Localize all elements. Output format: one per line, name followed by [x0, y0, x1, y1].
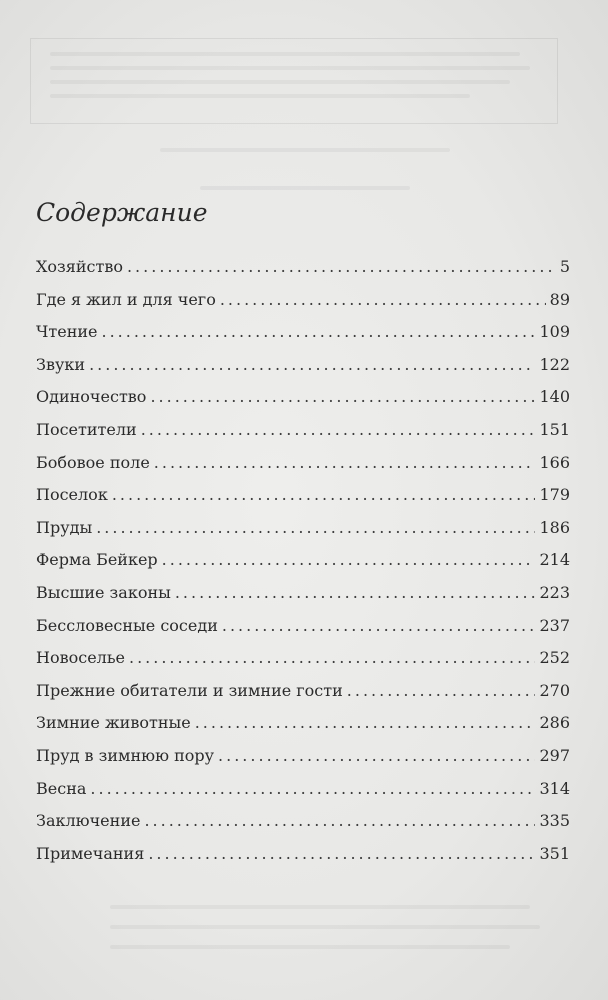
- toc-entry[interactable]: [36, 256, 570, 289]
- toc-dot-leader: [96, 517, 535, 539]
- toc-entry-label: Хозяйство: [36, 257, 123, 276]
- toc-entry-label: Прежние обитатели и зимние гости: [36, 680, 343, 700]
- toc-entry[interactable]: [36, 354, 570, 387]
- toc-entry-label: Чтение: [36, 322, 98, 342]
- toc-entry[interactable]: [36, 615, 570, 648]
- toc-entry-page-number: 109: [539, 322, 570, 342]
- toc-entry[interactable]: [36, 452, 570, 485]
- toc-entry[interactable]: [36, 484, 570, 517]
- toc-entry[interactable]: [36, 843, 570, 876]
- toc-entry-label: Звуки: [36, 354, 86, 374]
- toc-entry[interactable]: [36, 647, 570, 680]
- toc-dot-leader: [218, 745, 535, 767]
- toc-entry-page-number: 237: [539, 615, 570, 635]
- toc-dot-leader: [162, 549, 536, 571]
- toc-entry-label: Весна: [36, 778, 87, 798]
- toc-entry-page-number: 89: [549, 289, 570, 309]
- toc-entry-label: Посетители: [36, 419, 137, 439]
- toc-entry-label: Ферма Бейкер: [36, 550, 158, 570]
- toc-dot-leader: [154, 452, 536, 474]
- toc-entry-label: Где я жил и для чего: [36, 289, 216, 309]
- toc-entry-page-number: 223: [539, 582, 570, 602]
- toc-entry-page-number: 270: [539, 680, 570, 700]
- toc-entry[interactable]: [36, 549, 570, 582]
- toc-dot-leader: [195, 712, 536, 734]
- toc-entry-page-number: 179: [539, 485, 570, 505]
- show-through-line: [160, 148, 450, 152]
- show-through-line: [110, 925, 540, 929]
- toc-dot-leader: [144, 810, 535, 832]
- show-through-line: [50, 94, 470, 98]
- toc-dot-leader: [175, 582, 536, 604]
- toc-entry-page-number: 5: [559, 257, 570, 276]
- toc-entry[interactable]: [36, 517, 570, 550]
- toc-entry-page-number: 351: [539, 843, 570, 863]
- toc-dot-leader: [90, 778, 535, 800]
- toc-entry-page-number: 140: [539, 387, 570, 407]
- toc-entry-label: Бобовое поле: [36, 452, 150, 472]
- toc-entry-page-number: 314: [539, 778, 570, 798]
- toc-entry[interactable]: [36, 386, 570, 419]
- toc-entry[interactable]: [36, 778, 570, 811]
- toc-dot-leader: [141, 419, 536, 441]
- table-of-contents: [36, 256, 570, 875]
- toc-entry-page-number: 252: [539, 648, 570, 668]
- toc-entry-page-number: 166: [539, 452, 570, 472]
- toc-entry[interactable]: [36, 419, 570, 452]
- toc-entry-label: Поселок: [36, 485, 108, 505]
- show-through-line: [50, 52, 520, 56]
- show-through-line: [110, 945, 510, 949]
- toc-entry-label: Новоселье: [36, 648, 125, 668]
- toc-dot-leader: [112, 484, 536, 506]
- toc-entry[interactable]: [36, 810, 570, 843]
- toc-dot-leader: [89, 354, 535, 376]
- toc-entry-label: Заключение: [36, 811, 141, 831]
- toc-entry-label: Бессловесные соседи: [36, 615, 218, 635]
- toc-dot-leader: [129, 647, 535, 669]
- toc-entry-label: Пруды: [36, 517, 93, 537]
- show-through-line: [200, 186, 410, 190]
- toc-dot-leader: [101, 321, 535, 343]
- show-through-line: [50, 66, 530, 70]
- toc-entry-label: Высшие законы: [36, 582, 171, 602]
- toc-entry-label: Зимние животные: [36, 713, 191, 733]
- toc-entry-page-number: 286: [539, 713, 570, 733]
- show-through-line: [110, 905, 530, 909]
- toc-entry[interactable]: [36, 321, 570, 354]
- toc-dot-leader: [222, 615, 536, 637]
- toc-dot-leader: [127, 256, 556, 278]
- toc-entry-label: Пруд в зимнюю пору: [36, 745, 215, 765]
- show-through-line: [50, 80, 510, 84]
- toc-entry-page-number: 186: [539, 517, 570, 537]
- toc-dot-leader: [220, 289, 546, 311]
- toc-entry[interactable]: [36, 582, 570, 615]
- page-title: Содержание: [36, 198, 208, 227]
- toc-entry[interactable]: [36, 745, 570, 778]
- toc-entry-page-number: 122: [539, 354, 570, 374]
- toc-dot-leader: [347, 680, 536, 702]
- toc-entry-page-number: 214: [539, 550, 570, 570]
- toc-dot-leader: [150, 386, 535, 408]
- toc-dot-leader: [148, 843, 535, 865]
- toc-entry-label: Примечания: [36, 843, 145, 863]
- toc-entry-page-number: 335: [539, 811, 570, 831]
- toc-entry-page-number: 297: [539, 745, 570, 765]
- toc-entry[interactable]: [36, 712, 570, 745]
- toc-entry[interactable]: [36, 289, 570, 322]
- toc-entry-page-number: 151: [539, 419, 570, 439]
- toc-entry-label: Одиночество: [36, 387, 147, 407]
- toc-entry[interactable]: [36, 680, 570, 713]
